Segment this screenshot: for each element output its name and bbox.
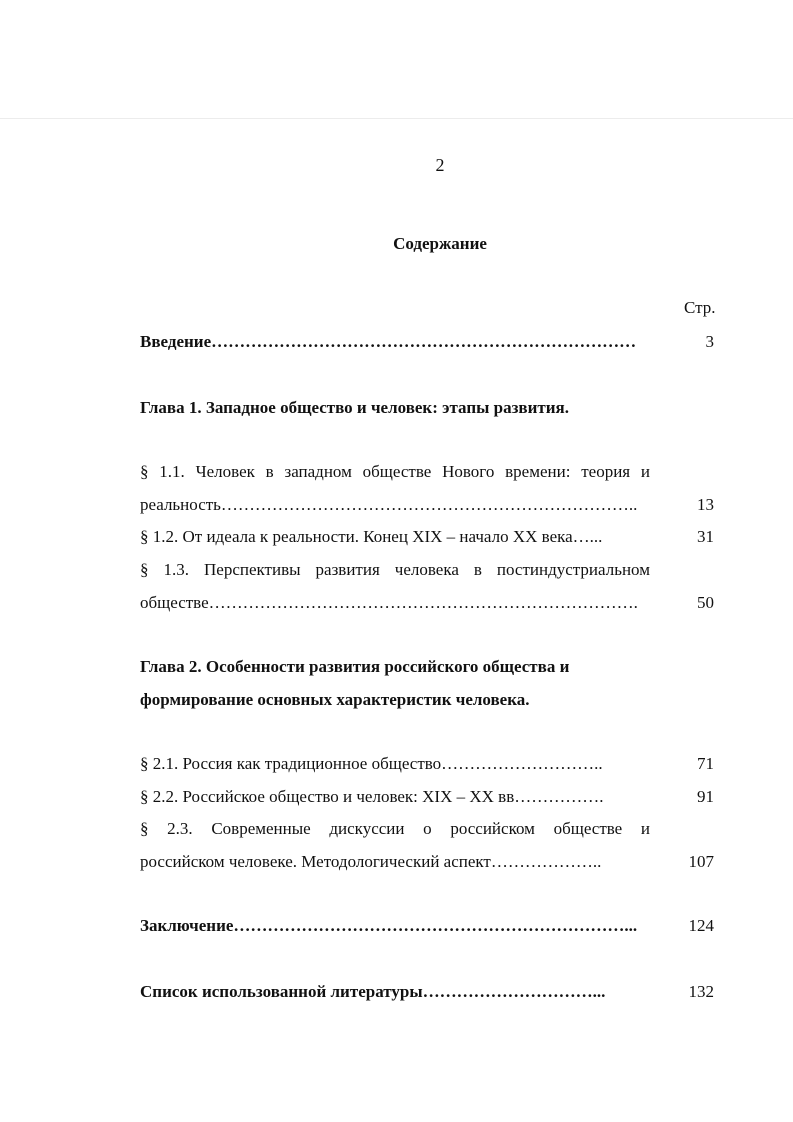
toc-entry-2-1[interactable]: § 2.1. Россия как традиционное общество……………………….. xyxy=(140,754,603,773)
toc-title: Содержание xyxy=(393,234,487,253)
chapter1-heading[interactable]: Глава 1. Западное общество и человек: этапы развития. xyxy=(140,398,569,417)
toc-page-2-1: 71 xyxy=(697,754,714,773)
toc-entry-bibliography[interactable]: Список использованной литературы…………………………... xyxy=(140,982,606,1001)
toc-entry-1-1-line2[interactable]: реальность……………………………………………………………….. xyxy=(140,495,638,514)
toc-page-2-3: 107 xyxy=(688,852,714,871)
toc-entry-intro[interactable]: Введение………………………………………………………………… xyxy=(140,332,637,351)
toc-entry-1-2[interactable]: § 1.2. От идеала к реальности. Конец XIX – начало XX века…... xyxy=(140,527,603,546)
toc-page-1-1: 13 xyxy=(697,495,714,514)
chapter2-heading-line1[interactable]: Глава 2. Особенности развития российского общества и xyxy=(140,657,570,676)
toc-entry-2-3-line1[interactable]: § 2.3. Современные дискуссии о российском обществе и xyxy=(140,819,650,838)
toc-entry-1-3-line1[interactable]: § 1.3. Перспективы развития человека в постиндустриальном xyxy=(140,560,650,579)
toc-page-1-2: 31 xyxy=(697,527,714,546)
page-column-header: Стр. xyxy=(684,298,716,317)
toc-page-2-2: 91 xyxy=(697,787,714,806)
toc-page-conclusion: 124 xyxy=(688,916,714,935)
toc-page-1-3: 50 xyxy=(697,593,714,612)
toc-entry-2-2[interactable]: § 2.2. Российское общество и человек: XIX – XX вв……………. xyxy=(140,787,604,806)
toc-entry-1-3-line2[interactable]: обществе…………………………………………………………………. xyxy=(140,593,638,612)
scan-edge xyxy=(0,118,793,119)
toc-entry-conclusion[interactable]: Заключение……………………………………………………………... xyxy=(140,916,638,935)
toc-entry-2-3-line2[interactable]: российском человеке. Методологический аспект……………….. xyxy=(140,852,602,871)
toc-entry-1-1-line1[interactable]: § 1.1. Человек в западном обществе Нового времени: теория и xyxy=(140,462,650,481)
page-number: 2 xyxy=(435,155,445,175)
chapter2-heading-line2[interactable]: формирование основных характеристик человека. xyxy=(140,690,530,709)
toc-page-intro: 3 xyxy=(705,332,714,351)
toc-page-bibliography: 132 xyxy=(688,982,714,1001)
